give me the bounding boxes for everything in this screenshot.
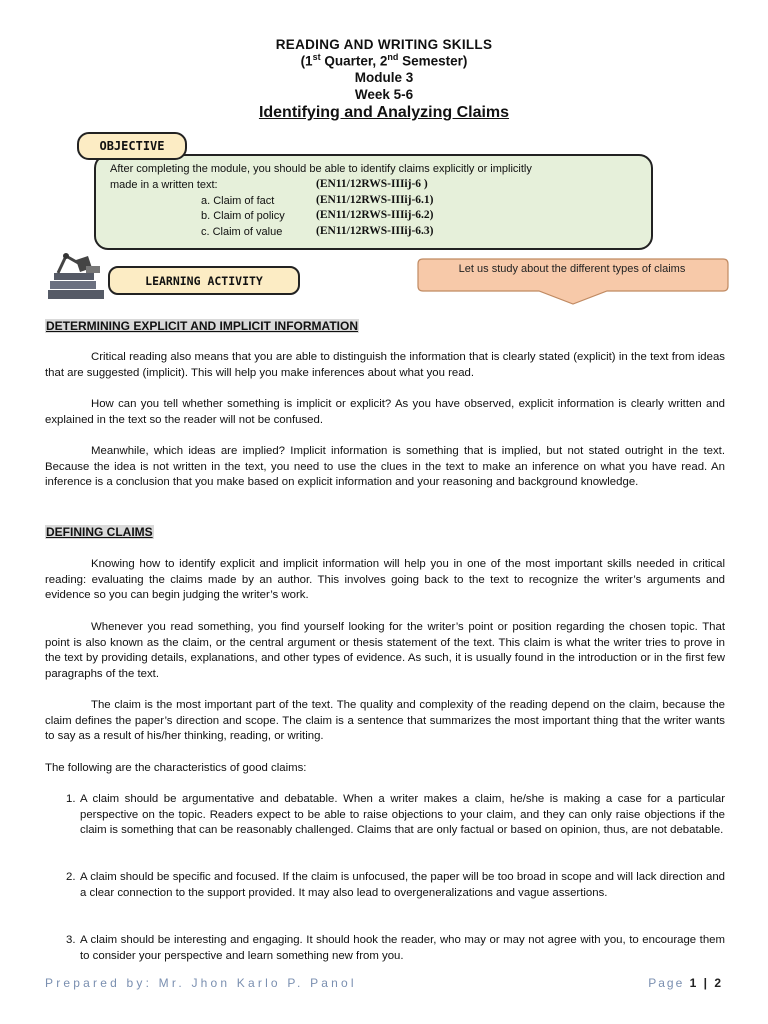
section-heading-explicit-implicit: DETERMINING EXPLICIT AND IMPLICIT INFORMATION xyxy=(46,319,358,333)
objective-item-code: (EN11/12RWS-IIIij-6.1) xyxy=(316,194,434,206)
objective-item-code: (EN11/12RWS-IIIij-6.2) xyxy=(316,209,434,221)
list-intro: The following are the characteristics of good claims: xyxy=(45,762,307,774)
objective-item-label: a. Claim of fact xyxy=(201,195,275,207)
paragraph: Critical reading also means that you are able to distinguish the information that is clearly stated (explicit) in the text from ideas that are suggested (implicit). This will help you make inferences about what you read. xyxy=(45,351,725,379)
subject-title: READING AND WRITING SKILLS xyxy=(275,37,493,52)
paragraph: The claim is the most important part of the text. The quality and complexity of the reading depend on the claim, because the claim defines the paper’s direction and scope. The claim is a sentence that summarizes the most important thing that the writer wants to say as a result of his/her thinking, reading, or writing. xyxy=(45,699,725,743)
objective-intro-line1: After completing the module, you should be able to identify claims explicitly or implicitly xyxy=(110,163,532,175)
objective-item-label: c. Claim of value xyxy=(201,226,283,238)
desk-lamp-books-icon xyxy=(46,246,106,302)
prepared-by: Prepared by: Mr. Jhon Karlo P. Panol xyxy=(45,976,357,990)
lesson-title: Identifying and Analyzing Claims xyxy=(258,104,510,121)
section-heading-defining-claims: DEFINING CLAIMS xyxy=(46,525,153,539)
list-item: 3. A claim should be interesting and engaging. It should hook the reader, who may or may not agree with you, to encourage them to consider your perspective and learn something new from you. xyxy=(66,934,725,962)
objective-intro-code: (EN11/12RWS-IIIij-6 ) xyxy=(316,178,428,190)
objective-intro-line2: made in a written text: xyxy=(110,179,218,191)
objective-tag: OBJECTIVE xyxy=(77,132,187,160)
objective-item-code: (EN11/12RWS-IIIij-6.3) xyxy=(316,225,434,237)
paragraph: Whenever you read something, you find yourself looking for the writer’s point or position regarding the chosen topic. That point is also known as the claim, or the central argument or thesis statement of the text. This claim is what the writer tries to prove in the text by providing details, explanations, and other types of evidence. As such, it is usually found in the introduction or in the first few paragraphs of the text. xyxy=(45,621,725,680)
quarter-semester: (1st Quarter, 2nd Semester) xyxy=(300,52,468,69)
learning-activity-tag: LEARNING ACTIVITY xyxy=(108,266,300,295)
week-label: Week 5-6 xyxy=(354,87,414,102)
objective-item-label: b. Claim of policy xyxy=(201,210,285,222)
list-item: 1. A claim should be argumentative and debatable. When a writer makes a claim, he/she is making a case for a particular perspective on the topic. Readers expect to be able to raise objections to your claim, and they can only raise objections if the claim is something that can be reasonably challenged. Claims that are only factual or based on opinion, thus, are not debatable. xyxy=(66,793,725,837)
callout-text: Let us study about the different types of claims xyxy=(458,263,686,275)
paragraph: How can you tell whether something is implicit or explicit? As you have observed, explicit information is clearly written and explained in the text so the reader will not be confused. xyxy=(45,398,725,426)
page-number: Page 1 | 2 xyxy=(648,976,723,990)
paragraph: Meanwhile, which ideas are implied? Implicit information is something that is implied, but not stated outright in the text. Because the idea is not written in the text, you need to use the clues in the text to make an inference on what you have read. An inference is a conclusion that you make based on explicit information and your reasoning and background knowledge. xyxy=(45,445,725,489)
paragraph: Knowing how to identify explicit and implicit information will help you in one of the most important skills needed in critical reading: evaluating the claims made by an author. This involves going back to the text to recognize the writer’s arguments and evidence so you can begin judging the writer’s work. xyxy=(45,558,725,602)
list-item: 2. A claim should be specific and focused. If the claim is unfocused, the paper will be too broad in scope and will lack direction and a clear connection to the support provided. It may also lead to overgeneralizations and vague assertions. xyxy=(66,871,725,899)
module-label: Module 3 xyxy=(354,70,414,85)
